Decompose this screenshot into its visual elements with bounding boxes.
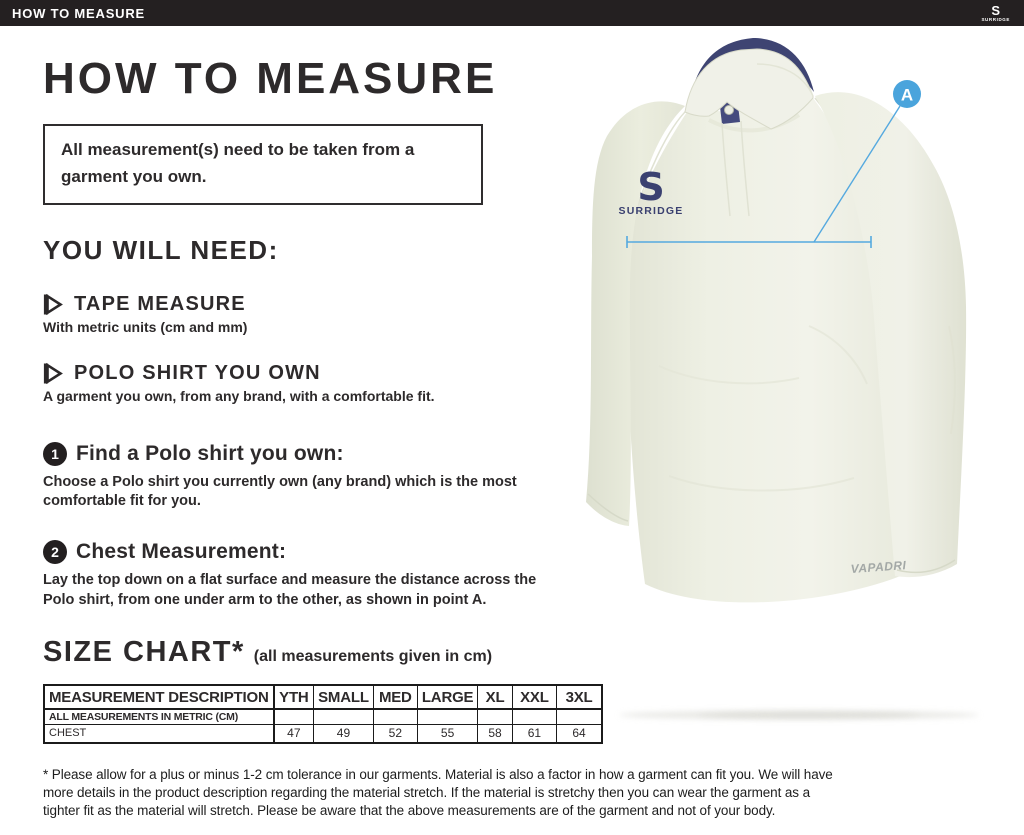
cell: 64 [557, 725, 602, 743]
tolerance-footnote: * Please allow for a plus or minus 1-2 cm tolerance in our garments. Material is also a factor in how a garment can fit you. We will have more details in the product description regarding the material stretch. If the material is stretchy then you can wear the garment as a tighter fit as the material will stretch. Please be aware that the above measurements are of the garment and not of your body. [43, 766, 833, 818]
size-chart-heading [43, 636, 603, 669]
shirt-shadow [619, 711, 979, 720]
page-title: HOW TO MEASURE [43, 54, 498, 103]
fabric-logo-text: VAPADRI [850, 558, 907, 576]
table-header-row [44, 685, 602, 709]
requirement-description: With metric units (cm and mm) [43, 318, 248, 335]
requirement-head [43, 362, 603, 385]
column-header: XXL [512, 685, 556, 709]
column-header: SMALL [314, 685, 374, 709]
cricket-shirt-graphic [558, 26, 1024, 730]
cell: 61 [512, 725, 556, 743]
top-bar-title: HOW TO MEASURE [12, 5, 146, 21]
column-header: LARGE [417, 685, 478, 709]
cell [478, 709, 512, 725]
requirement-polo-shirt [43, 362, 603, 404]
size-chart-subtitle: (all measurements given in cm) [253, 648, 493, 666]
row-label: CHEST [44, 725, 274, 743]
step-1-description: Choose a Polo shirt you currently own (any brand) which is the most comfortable fit for you. [43, 473, 517, 510]
requirement-tape-measure [43, 293, 603, 335]
step-2 [43, 540, 603, 610]
step-2-badge: 2 [43, 540, 67, 564]
cell [417, 709, 478, 725]
size-chart-title: SIZE CHART* [43, 636, 245, 669]
step-head [43, 442, 603, 466]
step-1-title: Find a Polo shirt you own: [76, 441, 344, 465]
requirement-title: POLO SHIRT YOU OWN [74, 361, 321, 384]
column-header: MEASUREMENT DESCRIPTION [44, 685, 274, 709]
chest-logo-text: SURRIDGE [618, 205, 684, 217]
surridge-monogram-icon: S [991, 2, 1001, 18]
requirement-head [43, 293, 603, 316]
size-chart-table [43, 684, 603, 744]
surridge-logo [981, 4, 1014, 23]
column-header: 3XL [557, 685, 602, 709]
cell: 49 [314, 725, 374, 743]
column-header: MED [373, 685, 417, 709]
row-label: ALL MEASUREMENTS IN METRIC (CM) [44, 709, 274, 725]
requirement-description: A garment you own, from any brand, with a comfortable fit. [43, 387, 435, 404]
chest-monogram-icon: S [637, 165, 665, 209]
you-will-need-heading: YOU WILL NEED: [43, 234, 279, 265]
measuring-steps [43, 442, 603, 610]
shirt-illustration [558, 26, 1024, 730]
requirement-title: TAPE MEASURE [74, 292, 246, 315]
play-triangle-icon [43, 293, 64, 316]
step-2-description: Lay the top down on a flat surface and measure the distance across the Polo shirt, from one under arm to the other, as shown in point A. [43, 572, 537, 608]
column-header: XL [478, 685, 512, 709]
cell: 52 [373, 725, 417, 743]
cell: 58 [478, 725, 512, 743]
measurement-note-text: All measurement(s) need to be taken from a garment you own. [61, 140, 415, 186]
collar-button [725, 106, 734, 115]
point-a-label: A [900, 85, 914, 105]
cell [512, 709, 556, 725]
cell [373, 709, 417, 725]
top-bar [0, 0, 1024, 26]
step-1-badge: 1 [43, 442, 67, 466]
table-row [44, 725, 602, 743]
surridge-logo-text: SURRIDGE [981, 16, 1010, 22]
cell: 55 [417, 725, 478, 743]
step-1 [43, 442, 603, 512]
step-2-title: Chest Measurement: [76, 540, 287, 563]
cell [274, 709, 314, 725]
table-row [44, 709, 602, 725]
step-head [43, 540, 603, 564]
play-triangle-icon [43, 362, 64, 385]
cell: 47 [274, 725, 314, 743]
column-header: YTH [274, 685, 314, 709]
measurement-note-box [43, 124, 483, 205]
cell [314, 709, 374, 725]
